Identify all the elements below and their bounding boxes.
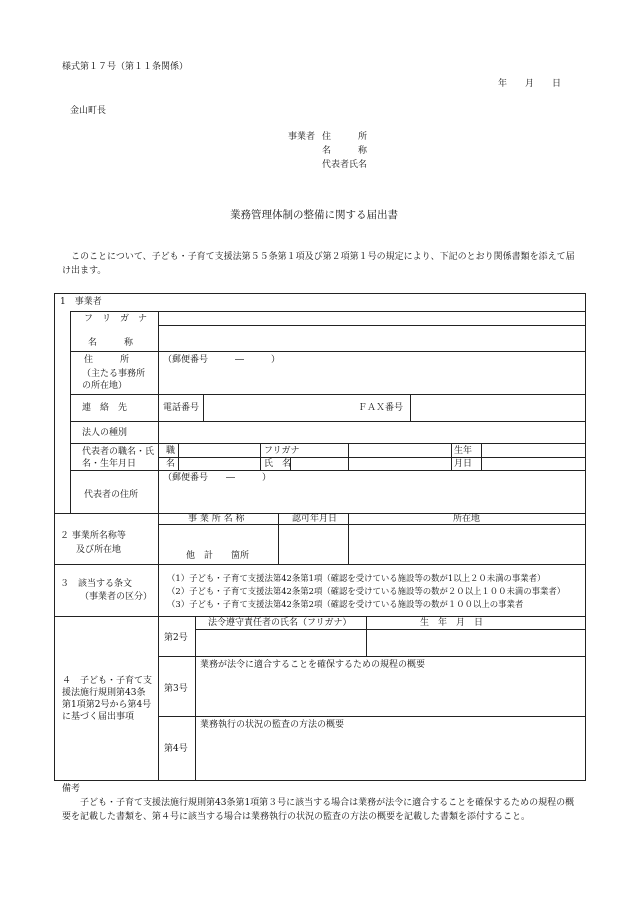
rep-info-label: 代表者の職名・氏名・生年月日: [82, 447, 155, 470]
notes-heading: 備考: [62, 784, 81, 794]
job-title-label-b: 名: [166, 459, 176, 469]
birth-label-a: 生年: [454, 446, 473, 456]
section2-heading-sub: 及び所在地: [76, 545, 122, 555]
section1-heading: 1 事業者: [60, 297, 102, 307]
rep-address-label: 代表者の住所: [84, 490, 139, 500]
section2-heading: ２ 事業所名称等: [60, 531, 126, 541]
address-label: 住 所: [84, 355, 130, 365]
applicant-label: 事業者: [288, 132, 316, 142]
approval-date-header: 認可年月日: [292, 514, 338, 524]
item-no3-label: 第3号: [164, 684, 188, 694]
article-option-3: （3）子ども・子育て支援法第42条第2項（確認を受けている施設等の数が１００以上の事業者: [167, 599, 524, 609]
audit-method-label: 業務執行の状況の監査の方法の概要: [200, 720, 345, 730]
rep-postal-code: （郵便番号 ― ）: [163, 473, 272, 483]
facility-name-header: 事 業 所 名 称: [188, 514, 245, 524]
article-option-1: （1）子ども・子育て支援法第42条第1項（確認を受けている施設等の数が1以上２０未満の事業者）: [167, 573, 546, 583]
form-number: 様式第１７号（第１１条関係）: [62, 62, 189, 72]
job-title-label-a: 職: [166, 446, 176, 456]
intro-text: このことについて、子ども・子育て支援法第５５条第１項及び第２項第１号の規定により、下記のとおり関係書類を添えて届け出ます。: [62, 252, 575, 276]
compliance-officer-birth-header: 生 年 月 日: [420, 618, 484, 628]
contact-label: 連 絡 先: [82, 403, 128, 413]
compliance-rules-label: 業務が法令に適合することを確保するための規程の概要: [200, 660, 426, 670]
birth-label-b: 月日: [454, 459, 473, 469]
date-field: 年 月 日: [498, 79, 562, 89]
location-header: 所在地: [453, 514, 481, 524]
address-sub-label: （主たる事務所の所在地）: [82, 369, 146, 392]
furigana-label: フ リ ガ ナ: [84, 314, 148, 324]
applicant-name-label: 名 称: [322, 146, 368, 156]
postal-code: （郵便番号 ― ）: [163, 355, 281, 365]
compliance-officer-name-header: 法令遵守責任者の氏名（フリガナ）: [208, 618, 352, 628]
section3-heading: ３ 該当する条文: [60, 579, 133, 589]
addressee: 金山町長: [70, 106, 107, 116]
notes-body: 子ども・子育て支援法施行規則第43条第1項第３号に該当する場合は業務が法令に適合することを確保するための規程の概要を記載した書類を、第４号に該当する場合は業務執行の状況の監査の方法の概要を記載した書類を添付すること。: [62, 798, 575, 822]
document-title: 業務管理体制の整備に関する届出書: [230, 209, 398, 221]
item-no4-label: 第4号: [164, 744, 188, 754]
section4-heading: ４ 子ども・子育て支援法施行規則第43条第1項第2号から第4号に基づく届出事項: [62, 676, 153, 723]
fax-label: ＦＡＸ番号: [358, 403, 404, 413]
applicant-address-label: 住 所: [322, 132, 368, 142]
company-name-label: 名 称: [88, 338, 134, 348]
kana-label: フリガナ: [264, 446, 300, 456]
article-option-2: （2）子ども・子育て支援法第42条第2項（確認を受けている施設等の数が２０以上１００未満の事業者）: [167, 586, 566, 596]
fullname-label: 氏 名: [264, 459, 292, 469]
section3-heading-sub: （事業者の区分）: [80, 592, 153, 602]
corp-type-label: 法人の種別: [82, 428, 128, 438]
other-facilities-count: 他 計 箇所: [186, 551, 250, 561]
applicant-rep-label: 代表者氏名: [322, 160, 368, 170]
item-no2-label: 第2号: [164, 633, 188, 643]
phone-label: 電話番号: [163, 403, 200, 413]
